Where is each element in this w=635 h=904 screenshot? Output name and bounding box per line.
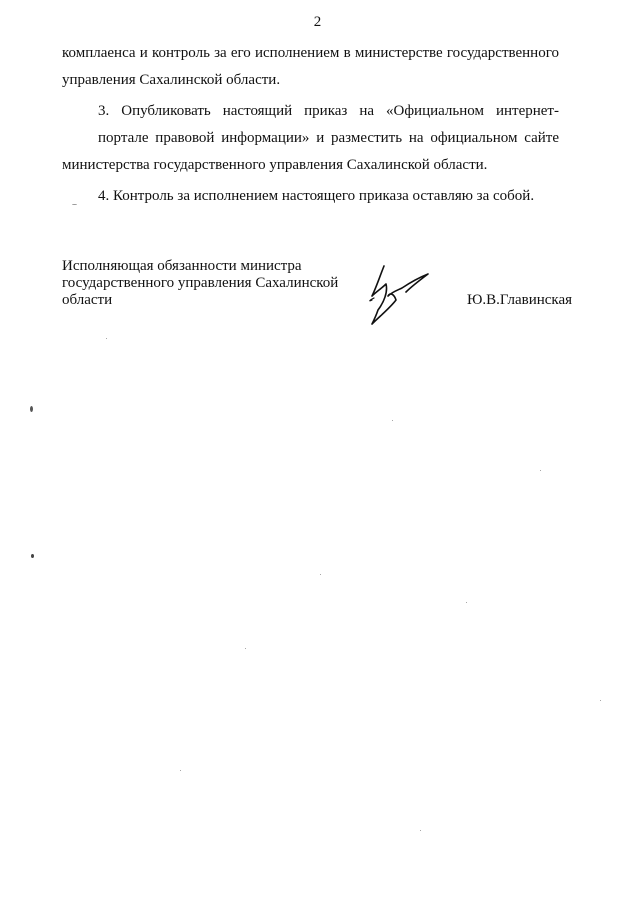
text-line: 3. Опубликовать настоящий приказ на «Официальном интернет- bbox=[98, 103, 559, 119]
scan-speck bbox=[466, 602, 467, 603]
signer-name: Ю.В.Главинская bbox=[467, 292, 573, 308]
scan-speck bbox=[420, 830, 421, 831]
signer-title-line: государственного управления Сахалинской bbox=[62, 275, 339, 291]
scan-speck bbox=[320, 574, 321, 575]
scan-speck bbox=[392, 420, 393, 421]
scan-speck bbox=[180, 770, 181, 771]
signer-title-line: Исполняющая обязанности министра bbox=[62, 258, 302, 274]
signer-title bbox=[62, 258, 338, 309]
scan-speck bbox=[245, 648, 246, 649]
signer-title-line: области bbox=[62, 292, 113, 308]
scan-speck bbox=[600, 700, 601, 701]
scan-speck bbox=[30, 406, 33, 412]
text-line: комплаенса и контроль за его исполнением в министерстве государственного bbox=[62, 45, 559, 61]
handwritten-signature bbox=[366, 262, 432, 326]
scan-speck bbox=[540, 470, 541, 471]
page-number: 2 bbox=[313, 14, 322, 30]
text-line: управления Сахалинской области. bbox=[62, 72, 281, 88]
scan-speck bbox=[106, 338, 107, 339]
text-line: портале правовой информации» и разместить на официальном сайте bbox=[98, 130, 559, 146]
scan-speck bbox=[31, 554, 34, 558]
text-line: министерства государственного управления Сахалинской области. bbox=[62, 157, 488, 173]
scan-speck bbox=[72, 204, 77, 205]
paragraph-item-4: 4. Контроль за исполнением настоящего приказа оставляю за собой. bbox=[98, 188, 535, 204]
paragraph-item-3 bbox=[62, 98, 559, 179]
paragraph-continued bbox=[62, 40, 559, 94]
